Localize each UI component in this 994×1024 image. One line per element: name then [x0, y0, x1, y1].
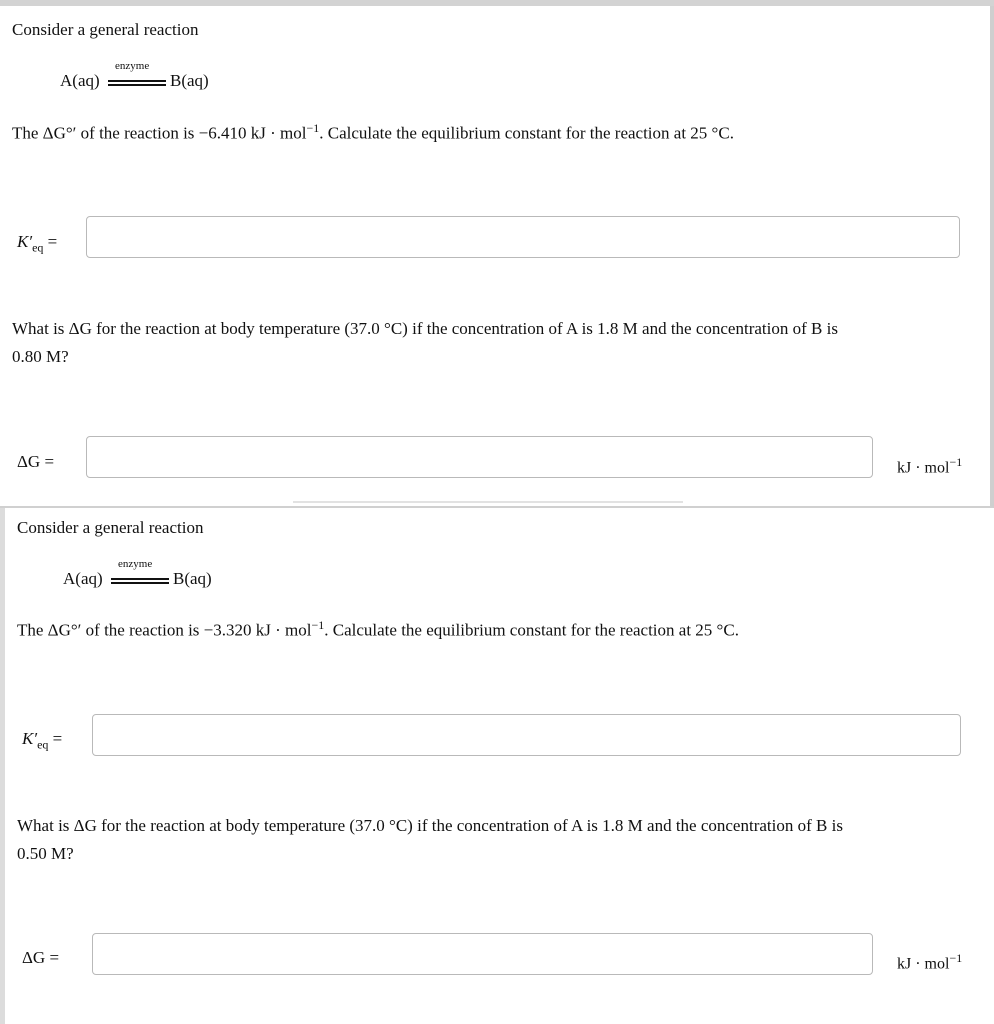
product: B(aq) [173, 569, 212, 588]
scroll-divider [293, 501, 683, 503]
delta-g-input[interactable] [86, 436, 873, 478]
question-2-text: What is ΔG for the reaction at body temperature (37.0 °C) if the concentration of A is 1.8 M and the concentration of B is [12, 319, 838, 338]
delta-g-statement: The ΔG°′ of the reaction is −3.320 kJ · mol$^{-1}$. Calculate the equilibrium constant for the reaction at 25 °C. [17, 618, 739, 640]
equilibrium-arrow-icon [108, 80, 166, 86]
intro-text: Consider a general reaction [17, 518, 204, 537]
reactant: A(aq) [60, 71, 100, 90]
question-panel-2 [0, 508, 994, 1024]
unit-label: kJ · mol$^{-1}$ [897, 455, 963, 477]
intro-text: Consider a general reaction [12, 20, 199, 39]
product: B(aq) [170, 71, 209, 90]
delta-g-label: ΔG = [17, 452, 55, 471]
delta-g-label: ΔG = [22, 948, 60, 967]
reactant: A(aq) [63, 569, 103, 588]
question-2-text-cont: 0.50 M? [17, 844, 74, 863]
keq-input[interactable] [92, 714, 961, 756]
question-2-text-cont: 0.80 M? [12, 347, 69, 366]
catalyst-label: enzyme [118, 558, 153, 570]
equilibrium-arrow-icon [111, 578, 169, 584]
unit-label: kJ · mol$^{-1}$ [897, 951, 963, 973]
delta-g-input[interactable] [92, 933, 873, 975]
question-panel-1 [0, 6, 994, 508]
keq-input[interactable] [86, 216, 960, 258]
keq-label: $K'_{eq}$ = [22, 729, 63, 752]
catalyst-label: enzyme [115, 60, 150, 72]
keq-label: $K'_{eq}$ = [17, 232, 58, 255]
question-2-text: What is ΔG for the reaction at body temperature (37.0 °C) if the concentration of A is 1.8 M and the concentration of B is [17, 816, 843, 835]
delta-g-statement: The ΔG°′ of the reaction is −6.410 kJ · mol$^{-1}$. Calculate the equilibrium constant for the reaction at 25 °C. [12, 121, 734, 143]
